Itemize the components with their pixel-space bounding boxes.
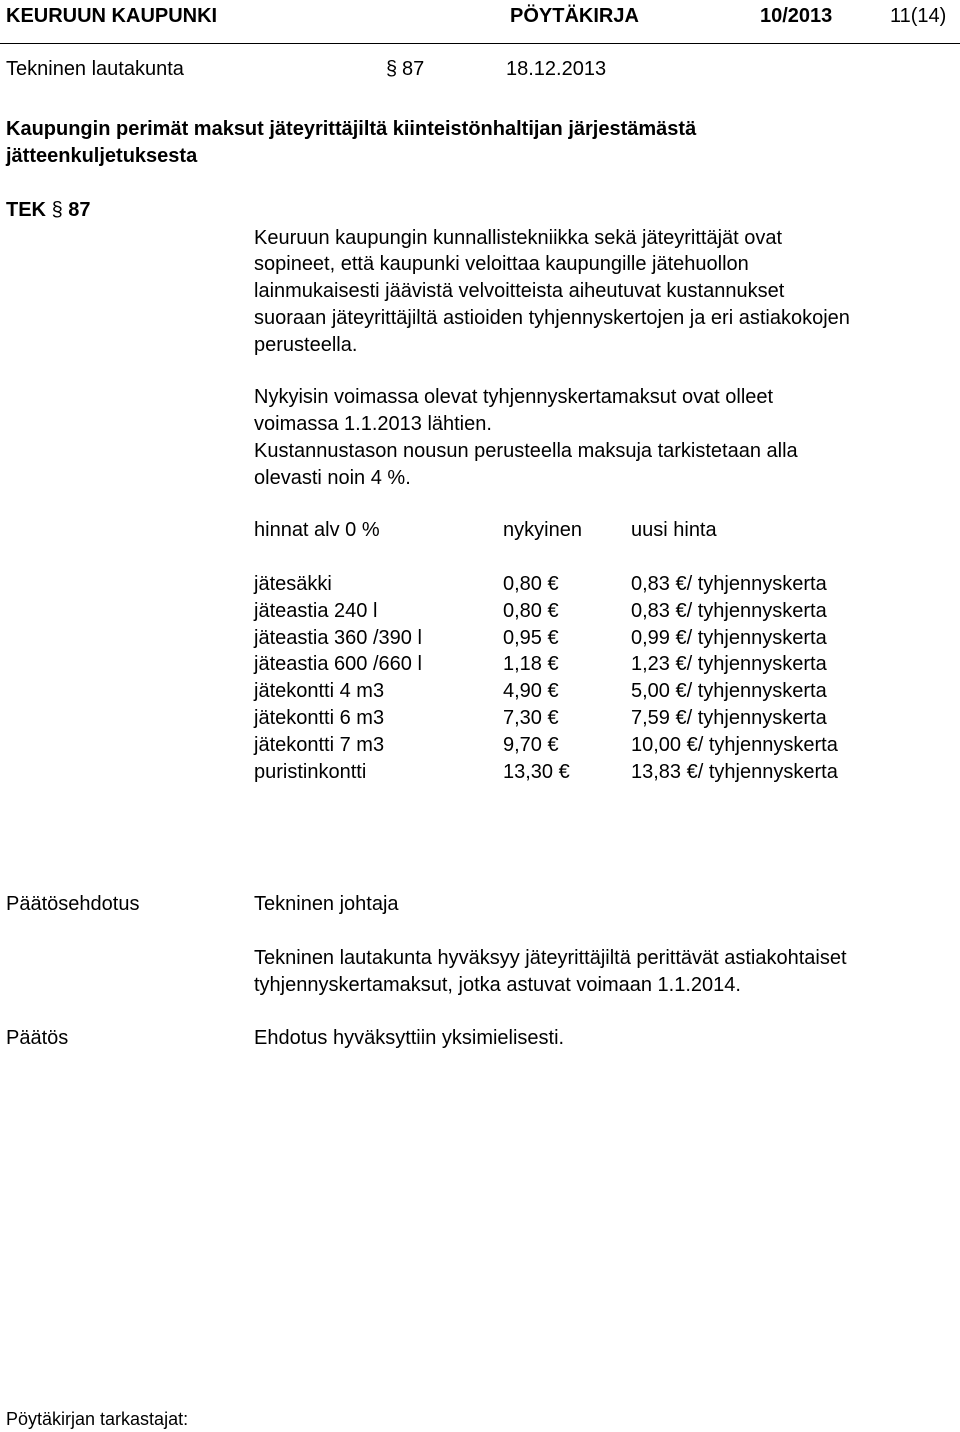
row-current-price — [503, 625, 559, 652]
new-price-value: 0,83 — [631, 600, 670, 622]
current-price-value: 0,95 — [503, 627, 542, 649]
para1-line-1: Keuruun kaupungin kunnallistekniikka sekä jäteyrittäjät ovat — [254, 227, 783, 249]
para2-line-1: Nykyisin voimassa olevat tyhjennyskertamaksut ovat olleet — [254, 386, 774, 408]
header-rule — [0, 43, 960, 44]
proposal-text-line-2: tyhjennyskertamaksut, jotka astuvat voimaan 1.1.2014. — [254, 974, 741, 996]
row-new-price — [631, 678, 827, 705]
meeting-date: 18.12.2013 — [506, 58, 607, 80]
para1-line-4: suoraan jäteyrittäjiltä astioiden tyhjennyskertojen ja eri astiakokojen — [254, 307, 850, 329]
row-current-price — [503, 759, 570, 786]
row-current-price — [503, 571, 559, 598]
para1-line-2: sopineet, että kaupunki veloittaa kaupungille jätehuollon — [254, 253, 749, 275]
euro-sign: € — [675, 707, 687, 729]
case-id-prefix: TEK — [6, 199, 46, 221]
row-new-price — [631, 625, 827, 652]
unit-suffix: / tyhjennyskerta — [686, 680, 827, 702]
row-new-price — [631, 598, 827, 625]
proposal-presenter: Tekninen johtaja — [254, 893, 399, 915]
euro-sign: € — [558, 761, 570, 783]
new-price-value: 7,59 — [631, 707, 670, 729]
row-current-price — [503, 732, 559, 759]
row-new-price — [631, 571, 827, 598]
row-item: jätesäkki — [254, 573, 332, 595]
section-number: 87 — [402, 58, 425, 80]
euro-sign: € — [547, 734, 559, 756]
table-header-new: uusi hinta — [631, 519, 717, 541]
euro-sign: € — [547, 600, 559, 622]
table-header-item: hinnat alv 0 % — [254, 519, 380, 541]
row-current-price — [503, 678, 559, 705]
unit-suffix: / tyhjennyskerta — [697, 734, 838, 756]
current-price-value: 7,30 — [503, 707, 542, 729]
proposal-label: Päätösehdotus — [6, 893, 140, 915]
current-price-value: 1,18 — [503, 653, 542, 675]
row-current-price — [503, 598, 559, 625]
euro-sign: € — [675, 627, 687, 649]
current-price-value: 9,70 — [503, 734, 542, 756]
section-sign: § — [386, 58, 398, 80]
new-price-value: 0,83 — [631, 573, 670, 595]
doc-type: PÖYTÄKIRJA — [510, 5, 639, 27]
org-name: KEURUUN KAUPUNKI — [6, 5, 218, 27]
new-price-value: 0,99 — [631, 627, 670, 649]
case-id — [6, 197, 91, 223]
unit-suffix: / tyhjennyskerta — [686, 600, 827, 622]
euro-sign: € — [686, 734, 698, 756]
euro-sign: € — [547, 627, 559, 649]
table-header-current: nykyinen — [503, 519, 582, 541]
decision-text: Ehdotus hyväksyttiin yksimielisesti. — [254, 1027, 565, 1049]
para1-line-3: lainmukaisesti jäävistä velvoitteista aiheutuvat kustannukset — [254, 280, 785, 302]
para1-line-5: perusteella. — [254, 334, 358, 356]
doc-number: 10/2013 — [760, 5, 833, 27]
euro-sign: € — [547, 680, 559, 702]
euro-sign: € — [675, 573, 687, 595]
row-new-price — [631, 759, 838, 786]
unit-suffix: / tyhjennyskerta — [686, 653, 827, 675]
title-line-2: jätteenkuljetuksesta — [6, 145, 198, 167]
current-price-value: 4,90 — [503, 680, 542, 702]
para2-line-2: voimassa 1.1.2013 lähtien. — [254, 413, 492, 435]
row-new-price — [631, 651, 827, 678]
euro-sign: € — [547, 573, 559, 595]
current-price-value: 0,80 — [503, 573, 542, 595]
row-item: jätekontti 4 m3 — [254, 680, 385, 702]
current-price-value: 0,80 — [503, 600, 542, 622]
row-item: jätekontti 7 m3 — [254, 734, 385, 756]
unit-suffix: / tyhjennyskerta — [686, 573, 827, 595]
row-item: jäteastia 600 /660 l — [254, 653, 422, 675]
row-item: jätekontti 6 m3 — [254, 707, 385, 729]
euro-sign: € — [686, 761, 698, 783]
para2-line-3: Kustannustason nousun perusteella maksuja tarkistetaan alla — [254, 440, 798, 462]
row-item: jäteastia 240 l — [254, 600, 378, 622]
unit-suffix: / tyhjennyskerta — [697, 761, 838, 783]
unit-suffix: / tyhjennyskerta — [686, 707, 827, 729]
new-price-value: 5,00 — [631, 680, 670, 702]
new-price-value: 13,83 — [631, 761, 682, 783]
row-item: puristinkontti — [254, 761, 367, 783]
unit-suffix: / tyhjennyskerta — [686, 627, 827, 649]
euro-sign: € — [547, 653, 559, 675]
case-id-section-sign: § — [51, 199, 63, 221]
new-price-value: 10,00 — [631, 734, 682, 756]
euro-sign: € — [675, 600, 687, 622]
euro-sign: € — [675, 680, 687, 702]
title-line-1: Kaupungin perimät maksut jäteyrittäjiltä kiinteistönhaltijan järjestämästä — [6, 118, 697, 140]
row-new-price — [631, 705, 827, 732]
committee-name: Tekninen lautakunta — [6, 58, 184, 80]
euro-sign: € — [675, 653, 687, 675]
decision-label: Päätös — [6, 1027, 69, 1049]
row-current-price — [503, 705, 559, 732]
row-new-price — [631, 732, 838, 759]
euro-sign: € — [547, 707, 559, 729]
reviewers-label: Pöytäkirjan tarkastajat: — [6, 1409, 189, 1429]
proposal-text-line-1: Tekninen lautakunta hyväksyy jäteyrittäjiltä perittävät astiakohtaiset — [254, 947, 847, 969]
row-item: jäteastia 360 /390 l — [254, 627, 422, 649]
page-number: 11(14) — [890, 5, 947, 27]
new-price-value: 1,23 — [631, 653, 670, 675]
para2-line-4: olevasti noin 4 %. — [254, 467, 411, 489]
row-current-price — [503, 651, 559, 678]
current-price-value: 13,30 — [503, 761, 554, 783]
case-id-number: 87 — [68, 199, 91, 221]
